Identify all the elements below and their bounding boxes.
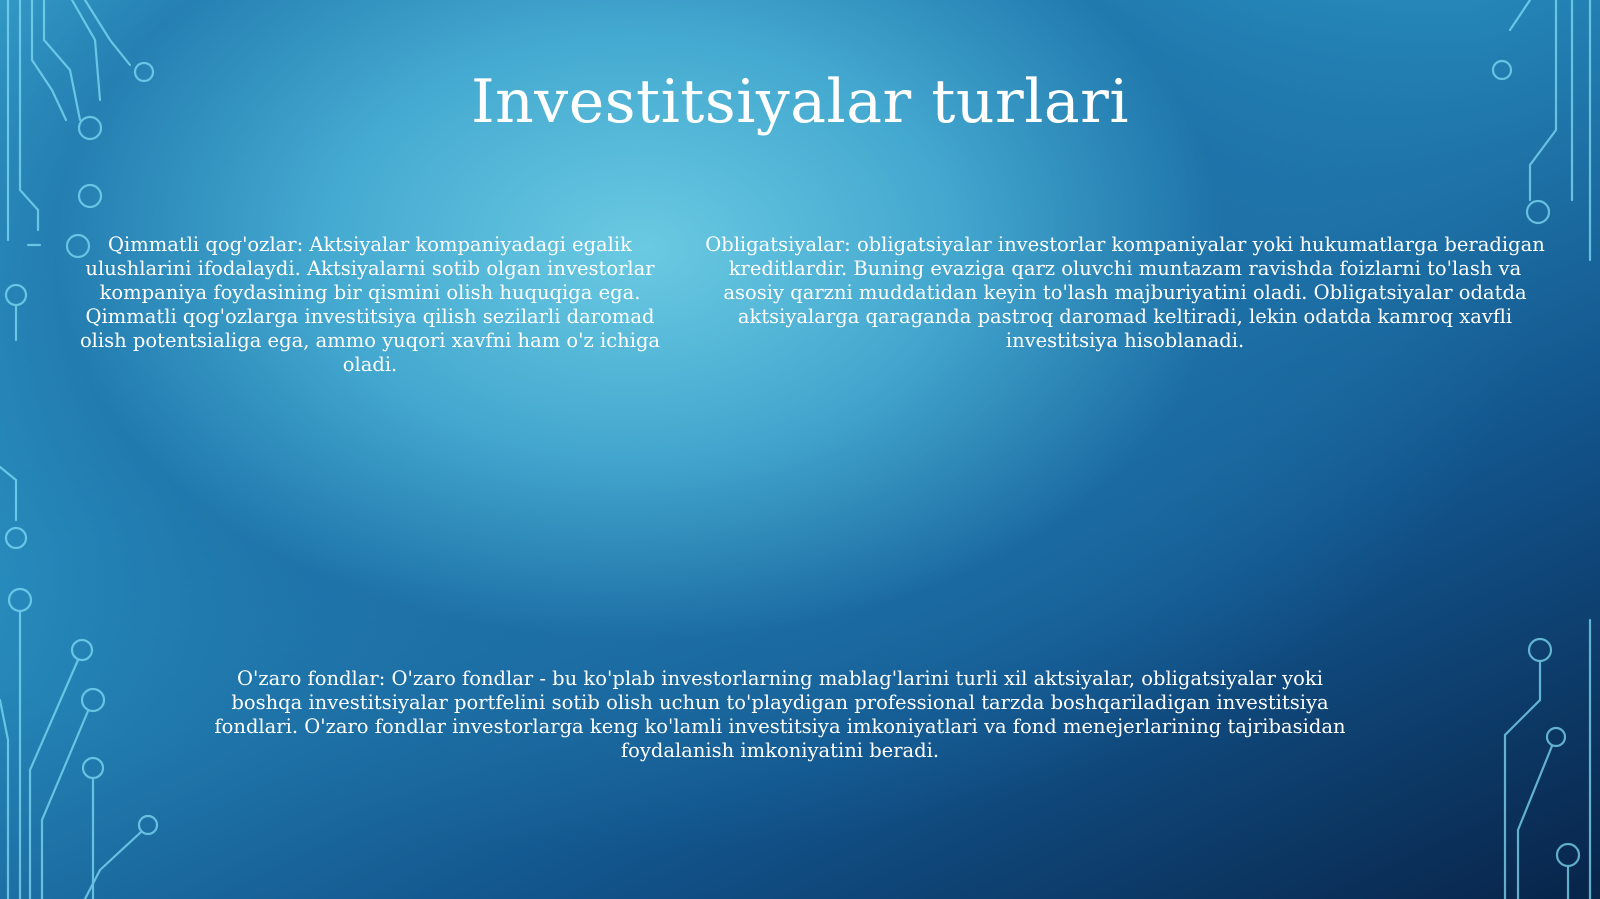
stocks-text-block: Qimmatli qog'ozlar: Aktsiyalar kompaniyadagi egalik ulushlarini ifodalaydi. Aktsiyalarni sotib olgan investorlar kompaniya foydasining bir qismini olish huquqiga ega. Qimmatli qog'ozlarga investitsiya qilish sezilarli daromad olish potentsialiga ega, ammo yuqori xavfni ham o'z ichiga oladi. bbox=[79, 233, 661, 376]
bonds-text-block: Obligatsiyalar: obligatsiyalar investorlar kompaniyalar yoki hukumatlarga beradigan kreditlardir. Buning evaziga qarz oluvchi muntazam ravishda foizlarni to'lash va asosiy qarzni muddatidan keyin to'lash majburiyatini oladi. Obligatsiyalar odatda aktsiyalarga qaraganda pastroq daromad keltiradi, lekin odatda kamroq xavfli investitsiya hisoblanadi. bbox=[705, 233, 1545, 352]
mutual-funds-text-block: O'zaro fondlar: O'zaro fondlar - bu ko'plab investorlarning mablag'larini turli xil aktsiyalar, obligatsiyalar yoki boshqa investitsiyalar portfelini sotib olish uchun to'playdigan professional tarzda boshqariladigan investitsiya fondlari. O'zaro fondlar investorlarga keng ko'lamli investitsiya imkoniyatlari va fond menejerlarining tajribasidan foydalanish imkoniyatini beradi. bbox=[214, 667, 1346, 762]
slide-title: Investitsiyalar turlari bbox=[470, 67, 1130, 137]
